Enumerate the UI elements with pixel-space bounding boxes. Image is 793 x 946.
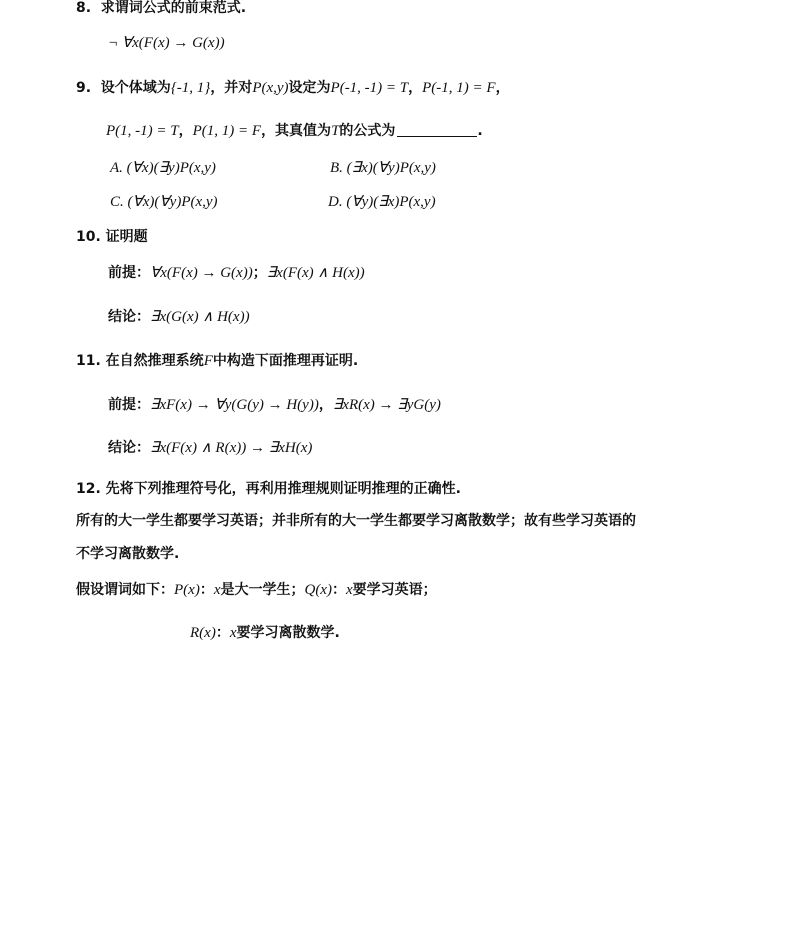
q10-premise-a: ∀x(F(x) → G(x)) (150, 265, 253, 281)
q11-premise (108, 394, 441, 414)
q9-sep-2: ， (495, 80, 510, 96)
q9-sep-3: ， (178, 123, 193, 139)
q11-conclusion-label: 结论： (108, 440, 150, 456)
q12-predicate-p: P(x) (174, 582, 200, 598)
q9-sep-1: ， (408, 80, 423, 96)
q9-statement-cont (106, 120, 483, 140)
q11-premise-a: ∃xF(x) → ∀y(G(y) → H(y)) (150, 397, 319, 413)
q9-value-4: P(1, 1) = F (192, 123, 262, 139)
q11-title (76, 350, 358, 370)
q9-answer-blank[interactable] (397, 122, 477, 137)
q12-q-var: x (345, 582, 353, 598)
q12-p-var: x (213, 582, 221, 598)
q12-p-text: 是大一学生； (220, 582, 305, 598)
q9-prefix: 9. 设个体域为 (76, 80, 171, 96)
q9-value-2: P(-1, 1) = F (422, 80, 496, 96)
q10-premise-label: 前提： (108, 265, 150, 281)
q10-conclusion (108, 306, 250, 326)
q9-true-symbol: T (331, 123, 340, 139)
q9-text-a: ，并对 (210, 80, 253, 96)
q9-value-3: P(1, -1) = T (106, 123, 179, 139)
q12-q-text: 要学习英语； (352, 582, 437, 598)
q11-title-b: 中构造下面推理再证明. (212, 353, 359, 369)
q12-r-var: x (229, 625, 237, 641)
q12-text-line-1: 所有的大一学生都要学习英语；并非所有的大一学生都要学习离散数学；故有些学习英语的 (76, 513, 636, 529)
q10-conclusion-label: 结论： (108, 309, 150, 325)
q10-premise (108, 262, 365, 282)
q9-text-b: 设定为 (288, 80, 331, 96)
q12-assume-label: 假设谓词如下： (76, 582, 174, 598)
q9-statement (76, 77, 510, 97)
q12-predicate-r: R(x) (190, 625, 216, 641)
q11-system: F (203, 353, 213, 369)
q9-option-c: C. (∀x)(∀y)P(x,y) (110, 194, 218, 210)
q11-premise-sep: ， (318, 397, 333, 413)
q11-premise-label: 前提： (108, 397, 150, 413)
q9-option-d: D. (∀y)(∃x)P(x,y) (328, 194, 436, 210)
q9-option-a: A. (∀x)(∃y)P(x,y) (110, 160, 216, 176)
q10-premise-b: ∃x(F(x) ∧ H(x)) (266, 265, 365, 281)
q9-predicate: P(x,y) (252, 80, 289, 96)
q12-assumption (76, 579, 437, 599)
q12-q-colon: ： (331, 582, 346, 598)
q9-option-b: B. (∃x)(∀y)P(x,y) (330, 160, 436, 176)
q12-predicate-q: Q(x) (304, 582, 332, 598)
q9-value-1: P(-1, -1) = T (330, 80, 409, 96)
q11-conclusion (108, 437, 312, 457)
q12-title: 12. 先将下列推理符号化，再利用推理规则证明推理的正确性. (76, 481, 461, 497)
q12-text-line-2: 不学习离散数学. (76, 546, 180, 562)
q12-assumption-r (190, 622, 340, 642)
q12-p-colon: ： (199, 582, 214, 598)
q9-domain-set: {-1, 1} (170, 80, 211, 96)
q8-formula: ¬ ∀x(F(x) → G(x)) (108, 35, 225, 51)
q11-premise-b: ∃xR(x) → ∃yG(y) (332, 397, 441, 413)
q9-text-d: 的公式为 (339, 123, 396, 139)
q10-premise-sep: ； (252, 265, 267, 281)
q9-text-c: ，其真值为 (261, 123, 332, 139)
q9-period: . (477, 123, 483, 139)
q10-title: 10. 证明题 (76, 229, 148, 245)
q12-r-colon: ： (215, 625, 230, 641)
q11-title-a: 11. 在自然推理系统 (76, 353, 204, 369)
q12-r-text: 要学习离散数学. (236, 625, 340, 641)
q8-title: 8. 求谓词公式的前束范式. (76, 0, 247, 16)
q11-conclusion-formula: ∃x(F(x) ∧ R(x)) → ∃xH(x) (150, 440, 313, 456)
q10-conclusion-formula: ∃x(G(x) ∧ H(x)) (150, 309, 250, 325)
